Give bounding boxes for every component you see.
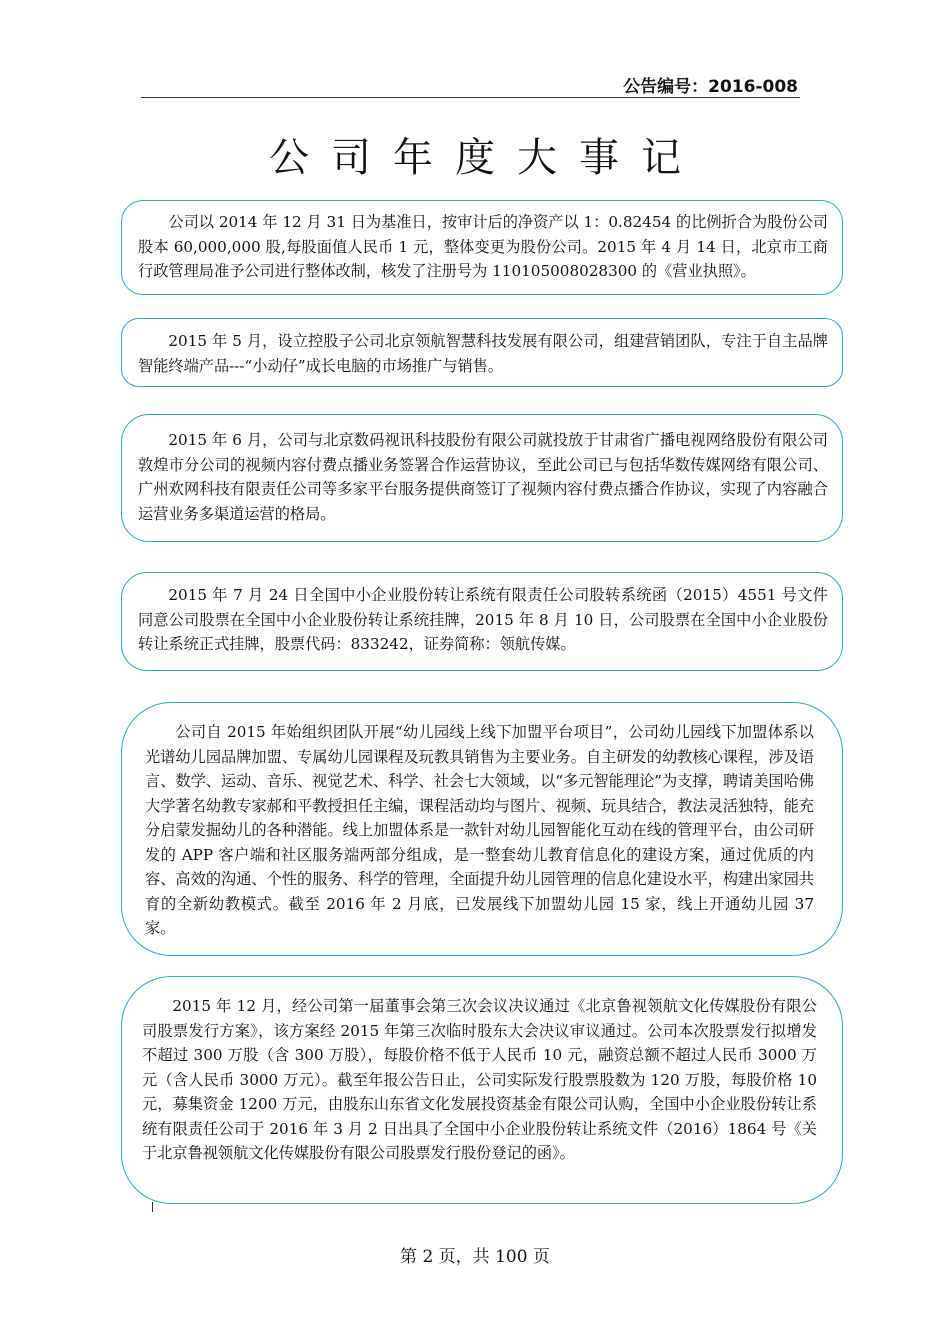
event-text: 2015 年 6 月，公司与北京数码视讯科技股份有限公司就投放于甘肃省广播电视网络股份有限公司敦煌市分公司的视频内容付费点播业务签署合作运营协议，至此公司已与包括华数传媒网络有限公司、广州欢网科技有限责任公司等多家平台服务提供商签订了视频内容付费点播合作协议，实现了内容融合运营业务多渠道运营的格局。 [138,431,828,523]
header-divider [141,97,800,98]
event-text: 2015 年 12 月，经公司第一届董事会第三次会议决议通过《北京鲁视领航文化传媒股份有限公司股票发行方案》，该方案经 2015 年第三次临时股东大会决议审议通过。公司本次股票发行拟增发不超过 300 万股（含 300 万股），每股价格不低于人民币 10 元，融资总额不超过人民币 3000 万元（含人民币 3000 万元）。截至年报公告日止，公司实际发行股票股数为 120 万股，每股价格 10 元，募集资金 1200 万元，由股东山东省文化发展投资基金有限公司认购，全国中小企业股份转让系统有限责任公司于 2016 年 3 月 2 日出具了全国中小企业股份转让系统文件（2016）1864 号《关于北京鲁视领航文化传媒股份有限公司股票发行股份登记的函》。 [142,997,817,1162]
event-box [121,200,843,295]
page-title: 公司年度大事记 [269,135,703,181]
text-cursor [152,1202,153,1212]
event-box [121,702,843,956]
event-text: 2015 年 7 月 24 日全国中小企业股份转让系统有限责任公司股转系统函（2015）4551 号文件同意公司股票在全国中小企业股份转让系统挂牌，2015 年 8 月 10 日，公司股票在全国中小企业股份转让系统正式挂牌，股票代码：833242，证券简称：领航传媒。 [138,586,828,653]
event-box [121,414,843,542]
event-text: 公司以 2014 年 12 月 31 日为基准日，按审计后的净资产以 1：0.82454 的比例折合为股份公司股本 60,000,000 股,每股面值人民币 1 元，整体变更为股份公司。2015 年 4 月 14 日，北京市工商行政管理局准予公司进行整体改制，核发了注册号为 110105008028300 的《营业执照》。 [138,213,828,280]
event-box [121,318,843,387]
event-text: 公司自 2015 年始组织团队开展“幼儿园线上线下加盟平台项目”，公司幼儿园线下加盟体系以光谱幼儿园品牌加盟、专属幼儿园课程及玩教具销售为主要业务。自主研发的幼教核心课程，涉及语言、数学、运动、音乐、视觉艺术、科学、社会七大领域，以“多元智能理论”为支撑，聘请美国哈佛大学著名幼教专家郝和平教授担任主编，课程活动均与图片、视频、玩具结合，教法灵活独特，能充分启蒙发掘幼儿的各种潜能。线上加盟体系是一款针对幼儿园智能化互动在线的管理平台，由公司研发的 APP 客户端和社区服务端两部分组成，是一整套幼儿教育信息化的建设方案，通过优质的内容、高效的沟通、个性的服务、科学的管理，全面提升幼儿园管理的信息化建设水平，构建出家园共育的全新幼教模式。截至 2016 年 2 月底，已发展线下加盟幼儿园 15 家，线上开通幼儿园 37 家。 [145,723,814,937]
announcement-number: 公告编号：2016-008 [623,77,798,97]
event-box [121,976,843,1204]
event-box [121,572,843,671]
event-text: 2015 年 5 月，设立控股子公司北京领航智慧科技发展有限公司，组建营销团队，专注于自主品牌智能终端产品---“小动仔”成长电脑的市场推广与销售。 [138,332,828,375]
page-footer: 第 2 页，共 100 页 [400,1247,550,1267]
